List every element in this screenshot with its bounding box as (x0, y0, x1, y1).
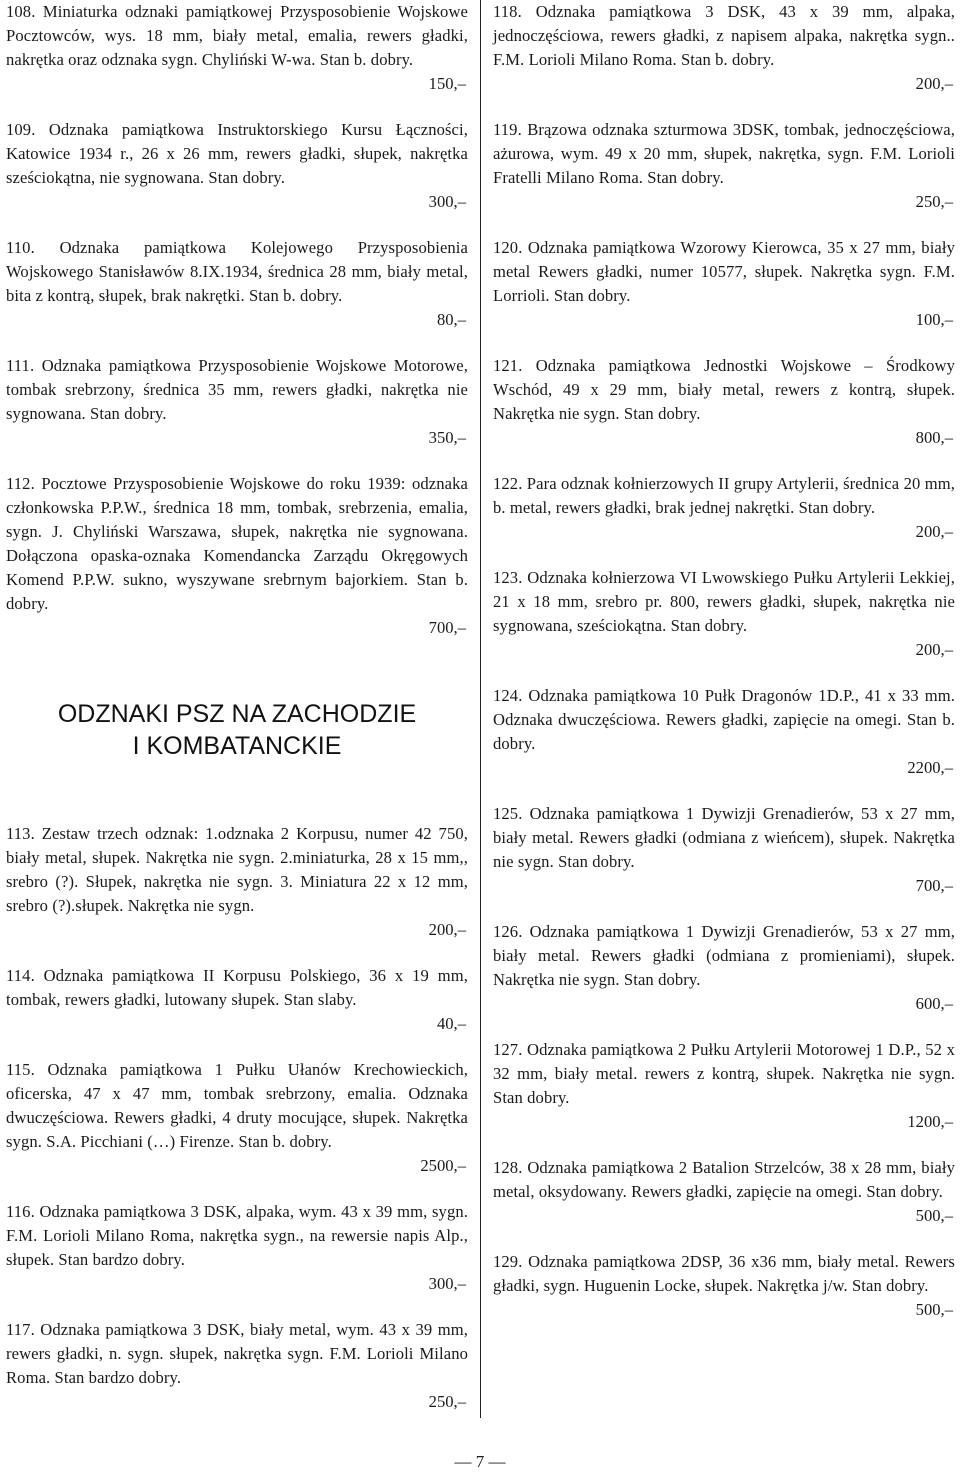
section-heading-line-1: ODZNAKI PSZ NA ZACHODZIE (57, 700, 417, 728)
entry-price: 100,– (915, 310, 953, 329)
catalog-entry-111 (6, 354, 468, 450)
entry-price: 350,– (428, 428, 466, 447)
entry-description: 114. Odznaka pamiątkowa II Korpusu Polskiego, 36 x 19 mm, tombak, rewers gładki, lutowany słupek. Stan slaby. (6, 966, 468, 1009)
catalog-entry-118 (493, 0, 955, 96)
entry-description: 111. Odznaka pamiątkowa Przysposobienie Wojskowe Motorowe, tombak srebrzony, średnica 35 mm, rewers gładki, nakrętka nie sygnowana. Stan dobry. (6, 356, 468, 423)
page-number: — 7 — (454, 1452, 506, 1471)
catalog-entry-125 (493, 802, 955, 898)
entry-price: 700,– (428, 618, 466, 637)
catalog-entry-110 (6, 236, 468, 332)
entry-description: 112. Pocztowe Przysposobienie Wojskowe do roku 1939: odznaka członkowska P.P.W., średnica 18 mm, tombak, srebrzenia, emalia, sygn. J. Chyliński Warszawa, słupek, nakrętka nie sygnowana. Dołączona opaska-oznaka Komendancka Zarządu Okręgowych Komend P.P.W. sukno, wyszywane srebrnym bajorkiem. Stan b. dobry. (6, 474, 468, 613)
entry-price: 2200,– (907, 758, 953, 777)
entry-price: 200,– (428, 920, 466, 939)
entry-description: 122. Para odznak kołnierzowych II grupy Artylerii, średnica 20 mm, b. metal, rewers gładki, brak jednej nakrętki. Stan dobry. (493, 474, 955, 517)
entry-price: 300,– (428, 192, 466, 211)
entry-price: 500,– (915, 1206, 953, 1225)
entry-description: 129. Odznaka pamiątkowa 2DSP, 36 x36 mm, biały metal. Rewers gładki, sygn. Huguenin Locke, słupek. Nakrętka j/w. Stan dobry. (493, 1252, 955, 1295)
catalog-entry-117 (6, 1318, 468, 1414)
catalog-entry-108 (6, 0, 468, 96)
entry-price: 200,– (915, 74, 953, 93)
entry-description: 110. Odznaka pamiątkowa Kolejowego Przysposobienia Wojskowego Stanisławów 8.IX.1934, średnica 28 mm, biały metal, bita z kontrą, słupek, brak nakrętki. Stan b. dobry. (6, 238, 468, 305)
entry-price: 600,– (915, 994, 953, 1013)
entry-price: 700,– (915, 876, 953, 895)
entry-price: 1200,– (907, 1112, 953, 1131)
catalog-entry-109 (6, 118, 468, 214)
entry-description: 109. Odznaka pamiątkowa Instruktorskiego Kursu Łączności, Katowice 1934 r., 26 x 26 mm, rewers gładki, słupek, nakrętka sześciokątna, nie sygnowana. Stan dobry. (6, 120, 468, 187)
entry-description: 121. Odznaka pamiątkowa Jednostki Wojskowe – Środkowy Wschód, 49 x 29 mm, biały metal, rewers z kontrą, słupek. Nakrętka nie sygn. Stan dobry. (493, 356, 955, 423)
catalog-entry-112 (6, 472, 468, 640)
entry-price: 200,– (915, 522, 953, 541)
catalog-entry-122 (493, 472, 955, 544)
entry-description: 128. Odznaka pamiątkowa 2 Batalion Strzelców, 38 x 28 mm, biały metal, oksydowany. Rewers gładki, zapięcie na omegi. Stan dobry. (493, 1158, 955, 1201)
entry-price: 250,– (428, 1392, 466, 1411)
entry-price: 150,– (428, 74, 466, 93)
entry-price: 500,– (915, 1300, 953, 1319)
catalog-entry-129 (493, 1250, 955, 1322)
entry-description: 124. Odznaka pamiątkowa 10 Pułk Dragonów 1D.P., 41 x 33 mm. Odznaka dwuczęściowa. Rewers gładki, zapięcie na omegi. Stan b. dobry. (493, 686, 955, 753)
catalog-entry-128 (493, 1156, 955, 1228)
entry-description: 116. Odznaka pamiątkowa 3 DSK, alpaka, wym. 43 x 39 mm, sygn. F.M. Lorioli Milano Roma, nakrętka sygn., na rewersie napis Alp., słupek. Stan bardzo dobry. (6, 1202, 468, 1269)
entry-price: 800,– (915, 428, 953, 447)
entry-price: 2500,– (420, 1156, 466, 1175)
right-column (493, 0, 955, 1344)
catalog-entry-116 (6, 1200, 468, 1296)
entry-price: 300,– (428, 1274, 466, 1293)
entry-description: 117. Odznaka pamiątkowa 3 DSK, biały metal, wym. 43 x 39 mm, rewers gładki, n. sygn. słupek, nakrętka sygn. F.M. Lorioli Milano Roma. Stan bardzo dobry. (6, 1320, 468, 1387)
catalog-entry-115 (6, 1058, 468, 1178)
entry-description: 125. Odznaka pamiątkowa 1 Dywizji Grenadierów, 53 x 27 mm, biały metal. Rewers gładki (odmiana z wieńcem), słupek. Nakrętka nie sygn. Stan dobry. (493, 804, 955, 871)
catalog-entry-126 (493, 920, 955, 1016)
entry-price: 200,– (915, 640, 953, 659)
entry-description: 119. Brązowa odznaka szturmowa 3DSK, tombak, jednoczęściowa, ażurowa, wym. 49 x 20 mm, słupek, nakrętka, sygn. F.M. Lorioli Fratelli Milano Roma. Stan dobry. (493, 120, 955, 187)
catalog-entry-114 (6, 964, 468, 1036)
entry-price: 250,– (915, 192, 953, 211)
section-heading (6, 698, 468, 762)
entry-description: 115. Odznaka pamiątkowa 1 Pułku Ułanów Krechowieckich, oficerska, 47 x 47 mm, tombak srebrzony, emalia. Odznaka dwuczęściowa. Rewers gładki, 4 druty mocujące, słupek. Nakrętka sygn. S.A. Picchiani (…) Firenze. Stan b. dobry. (6, 1060, 468, 1151)
column-divider (480, 0, 481, 1418)
catalog-entry-113 (6, 822, 468, 942)
entry-description: 118. Odznaka pamiątkowa 3 DSK, 43 x 39 mm, alpaka, jednoczęściowa, rewers gładki, z napisem alpaka, nakrętka sygn.. F.M. Lorioli Milano Roma. Stan b. dobry. (493, 2, 955, 69)
entry-description: 108. Miniaturka odznaki pamiątkowej Przysposobienie Wojskowe Pocztowców, wys. 18 mm, biały metal, emalia, rewers gładki, nakrętka oraz odznaka sygn. Chyliński W-wa. Stan b. dobry. (6, 2, 468, 69)
catalog-entry-119 (493, 118, 955, 214)
catalog-entry-123 (493, 566, 955, 662)
entry-price: 40,– (436, 1014, 466, 1033)
left-column (6, 0, 468, 1436)
entry-description: 113. Zestaw trzech odznak: 1.odznaka 2 Korpusu, numer 42 750, biały metal, słupek. Nakrętka nie sygn. 2.miniaturka, 28 x 15 mm,, srebro (?). Słupek, nakrętka nie sygn. 3. Miniatura 22 x 12 mm, srebro (?).słupek. Nakrętka nie sygn. (6, 824, 468, 915)
section-heading-line-2: I KOMBATANCKIE (132, 732, 342, 760)
entry-description: 127. Odznaka pamiątkowa 2 Pułku Artylerii Motorowej 1 D.P., 52 x 32 mm, biały metal. rewers z kontrą, słupek. Nakrętka nie sygn. Stan dobry. (493, 1040, 955, 1107)
catalog-entry-121 (493, 354, 955, 450)
entry-description: 123. Odznaka kołnierzowa VI Lwowskiego Pułku Artylerii Lekkiej, 21 x 18 mm, srebro pr. 800, rewers gładki, słupek, nakrętka nie sygnowana, sześciokątna. Stan dobry. (493, 568, 955, 635)
entry-price: 80,– (436, 310, 466, 329)
catalog-entry-120 (493, 236, 955, 332)
entry-description: 120. Odznaka pamiątkowa Wzorowy Kierowca, 35 x 27 mm, biały metal Rewers gładki, numer 10577, słupek. Nakrętka sygn. F.M. Lorrioli. Stan dobry. (493, 238, 955, 305)
entry-description: 126. Odznaka pamiątkowa 1 Dywizji Grenadierów, 53 x 27 mm, biały metal. Rewers gładki (odmiana z promieniami), słupek. Nakrętka nie sygn. Stan dobry. (493, 922, 955, 989)
catalog-entry-127 (493, 1038, 955, 1134)
catalog-entry-124 (493, 684, 955, 780)
